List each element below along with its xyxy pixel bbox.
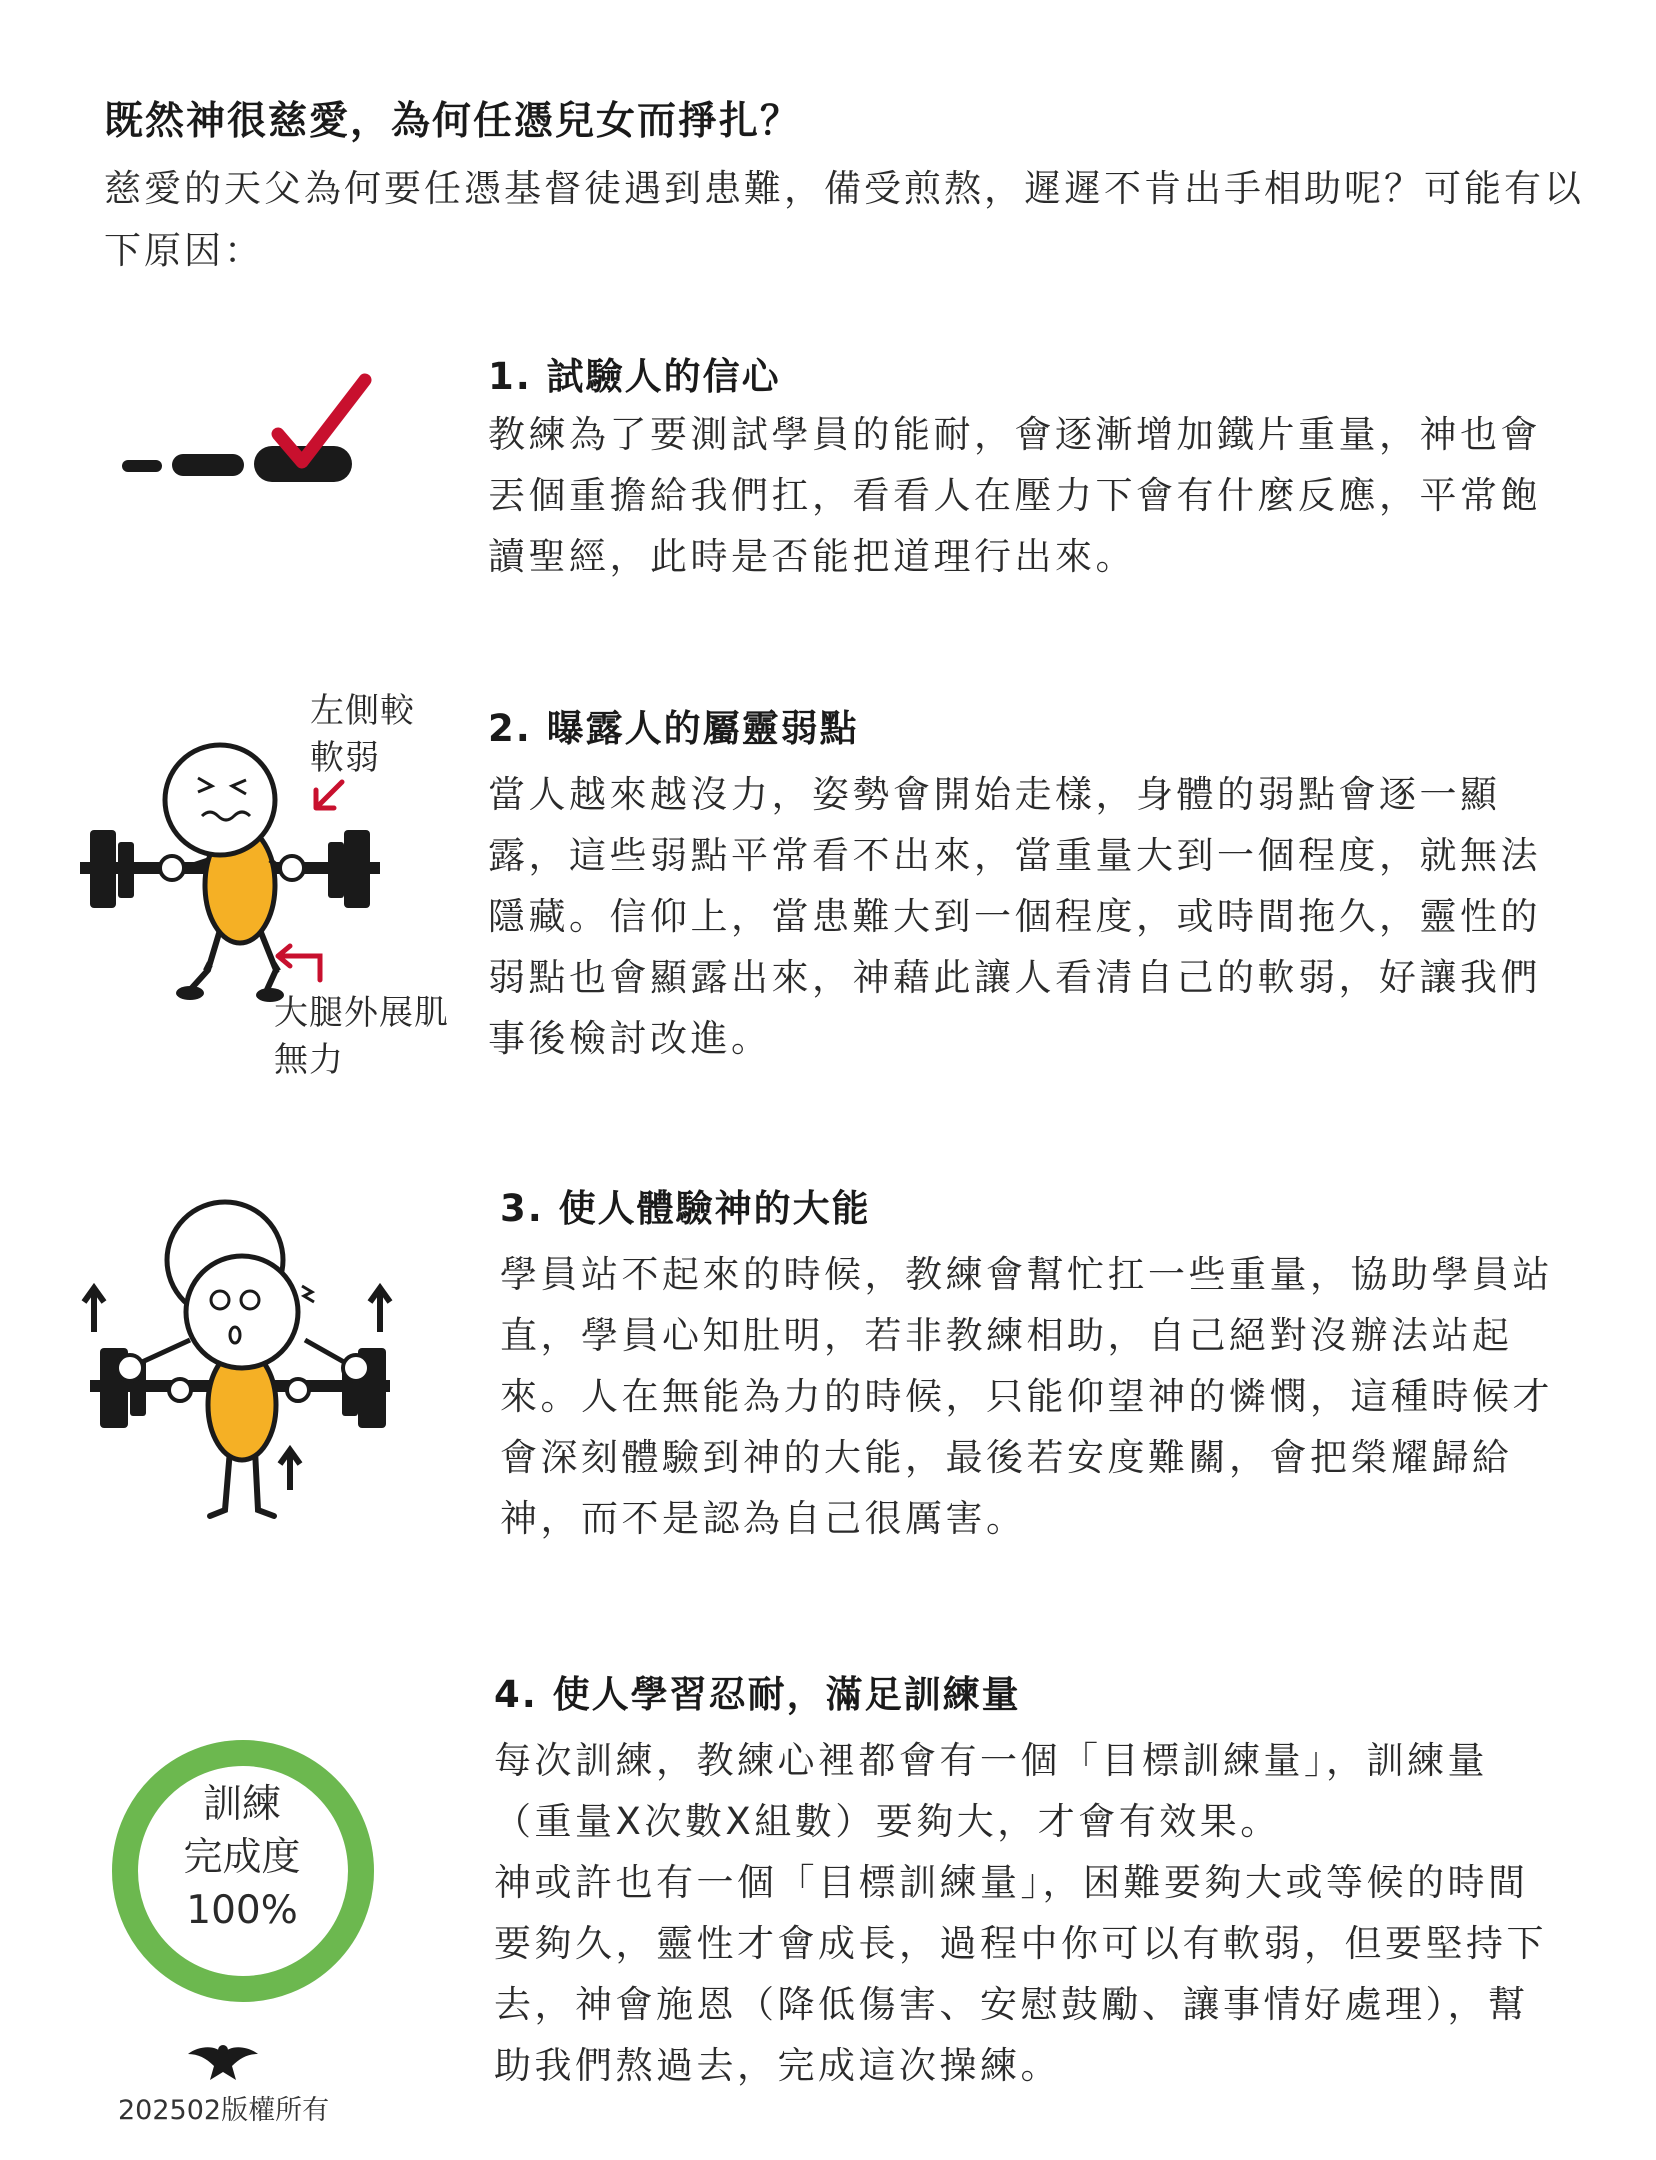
arrow-down-left-icon (308, 776, 348, 816)
callout-left-weak: 左側較 軟弱 (310, 691, 415, 778)
section-3-title: 3. 使人體驗神的大能 (500, 1187, 871, 1230)
section-1-body: 教練為了要測試學員的能耐，會逐漸增加鐵片重量，神也會 丟個重擔給我們扛，看看人在壓力下會有什麼反應，平常飽 讀聖經，此時是否能把道理行出來。 (488, 413, 1541, 578)
section-4-body: 每次訓練，教練心裡都會有一個「目標訓練量」，訓練量 （重量X次數X組數）要夠大，才會有效果。 神或許也有一個「目標訓練量」，困難要夠大或等候的時間 要夠久，靈性才會成長，過程中你可以有軟弱，但要堅持下 去，神會施恩（降低傷害、安慰鼓勵、讓事情好處理），幫 助我們熬過去，完成這次操練。 (494, 1739, 1547, 2087)
section-3-body: 學員站不起來的時候，教練會幫忙扛一些重量，協助學員站 直，學員心知肚明，若非教練相助，自己絕對沒辦法站起 來。人在無能為力的時候，只能仰望神的憐憫，這種時候才 會深刻體驗到神的大能，最後若安度難關，會把榮耀歸給 神，而不是認為自己很厲害。 (500, 1253, 1553, 1540)
callout-thigh-weak: 大腿外展肌 無力 (274, 993, 449, 1080)
copyright-text: 202502版權所有 (118, 2095, 330, 2126)
arrow-left-icon (270, 948, 326, 988)
section-4-title: 4. 使人學習忍耐，滿足訓練量 (494, 1673, 1021, 1716)
page-title: 既然神很慈愛，為何任憑兒女而掙扎？ (104, 99, 802, 144)
checkmark-weight-plates-icon (120, 370, 380, 480)
ring-label: 訓練 完成度 100% (183, 1782, 301, 1933)
section-2-body: 當人越來越沒力，姿勢會開始走樣，身體的弱點會逐一顯 露，這些弱點平常看不出來，當重量大到一個程度，就無法 隱藏。信仰上，當患難大到一個程度，或時間拖久，靈性的 弱點也會顯露出來，神藉此讓人看清自己的軟弱，好讓我們 事後檢討改進。 (488, 773, 1541, 1060)
eagle-logo-icon (186, 2040, 260, 2088)
section-1-title: 1. 試驗人的信心 (488, 355, 781, 398)
coach-spotting-lifter-icon (80, 1190, 410, 1530)
intro-paragraph: 慈愛的天父為何要任憑基督徒遇到患難，備受煎熬，遲遲不肯出手相助呢？可能有以下原因： (104, 167, 1584, 272)
section-2-title: 2. 曝露人的屬靈弱點 (488, 707, 859, 750)
